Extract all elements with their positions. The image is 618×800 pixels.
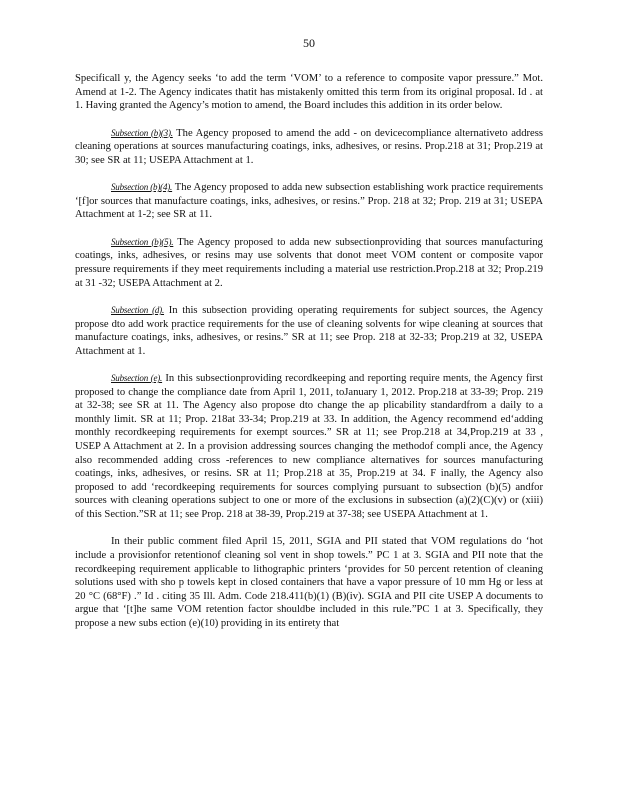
paragraph-subsection-b4: [75, 181, 543, 222]
paragraph-text: In this subsection providing operating requirements for subject sources, the Agency propose dto add work practice requirements for the use of cleaning solvents for wipe cleaning at sources that manufacture coatings, inks, adhesives, or resins.” SR at 11; see Prop. 218 at 32-33; Prop.219 at 32, USEPA Attachment at 1.: [75, 304, 543, 357]
paragraph-text: In their public comment filed April 15, 2011, SGIA and PII stated that VOM regulations do ‘hot include a provisionfor retentionof cleaning sol vent in shop towels.” PC 1 at 3. SGIA and PII note that the recordkeeping requirement applicable to lithographic printers ‘provides for 50 percent retention of cleaning solutions used with sho p towels kept in closed containers that have a vapor pressure of 10 mm Hg or less at 20 °C (68°F) .” Id . citing 35 Ill. Adm. Code 218.411(b)(1) (B)(iv). SGIA and PII cite USEP A documents to argue that ‘[t]he same VOM retention factor shouldbe included in this rule.”PC 1 at 3. Specifically, they propose a new subs ection (e)(10) providing in its entirety that: [75, 536, 543, 629]
subsection-heading: Subsection (d).: [111, 304, 165, 315]
subsection-heading: Subsection (e).: [111, 373, 163, 384]
paragraph-text: The Agency proposed to adda new subsectionproviding that sources manufacturing coatings, inks, adhesives, or resins may use solvents that donot meet VOM content or composite vapor pressure requirements if they meet requirements including a material use restriction.Prop.218 at 32; Prop.219 at 31 -32; USEPA Attachment at 2.: [75, 236, 543, 289]
paragraph-subsection-e: [75, 372, 543, 522]
paragraph-text: The Agency proposed to adda new subsection establishing work practice requirements ‘[f]or sources that manufacture coatings, inks, adhesives, or resins.” Prop. 218 at 32; Prop. 219 at 31; USEPA Attachment at 1-2; see SR at 11.: [75, 182, 543, 221]
subsection-heading: Subsection (b)(3).: [111, 127, 173, 138]
paragraph-subsection-b5: [75, 236, 543, 290]
subsection-heading: Subsection (b)(4).: [111, 182, 173, 193]
paragraph-public-comment: [75, 535, 543, 630]
paragraph-subsection-d: [75, 304, 543, 358]
page-number: 50: [303, 36, 315, 50]
paragraph-text: The Agency proposed to amend the add - on devicecompliance alternativeto address cleaning operations at sources manufacturing coatings, inks, adhesives, or resins. Prop.218 at 31; Prop.219 at 30; see SR at 11; USEPA Attachment at 1.: [75, 127, 543, 166]
document-body: [75, 72, 543, 644]
paragraph-subsection-b3: [75, 127, 543, 168]
paragraph-text: In this subsectionproviding recordkeeping and reporting require ments, the Agency first proposed to change the compliance date from April 1, 2011, toJanuary 1, 2012. Prop.218 at 33-39; Prop. 219 at 32-38; see SR at 11. The Agency also propose dto change the ap plicability standardfrom a daily to a monthly limit. SR at 11; Prop. 218at 33-34; Prop.219 at 33. In addition, the Agency recommend ed‘adding monthly recordkeeping requirements for exempt sources.” SR at 11; see Prop.218 at 34,Prop.219 at 33 , USEP A Attachment at 2. In a provision addressing sources changing the methodof compli ance, the Agency also recommended adding cross -references to new compliance alternatives for sources manufacturing coatings, inks, adhesives, or resins. SR at 11; Prop.218 at 35, Prop.219 at 34. F inally, the Agency also proposed to add ‘recordkeeping requirements for sources complying pursuant to subsection (b)(5) andfor sources with cleaning operations subject to one or more of the exclusions in subsection (a)(2)(C)(v) or (xiii) of this Section.”SR at 11; see Prop. 218 at 38-39, Prop.219 at 37-38; see USEPA Attachment at 1.: [75, 373, 543, 521]
paragraph-text: Specificall y, the Agency seeks ‘to add the term ‘VOM’ to a reference to composite vapor pressure.” Mot. Amend at 1-2. The Agency indicates thatit has mistakenly omitted this term from its original proposal. Id . at 1. Having granted the Agency’s motion to amend, the Board includes this addition in its order below.: [75, 73, 543, 112]
paragraph-vom-amendment: [75, 72, 543, 113]
subsection-heading: Subsection (b)(5).: [111, 236, 174, 247]
